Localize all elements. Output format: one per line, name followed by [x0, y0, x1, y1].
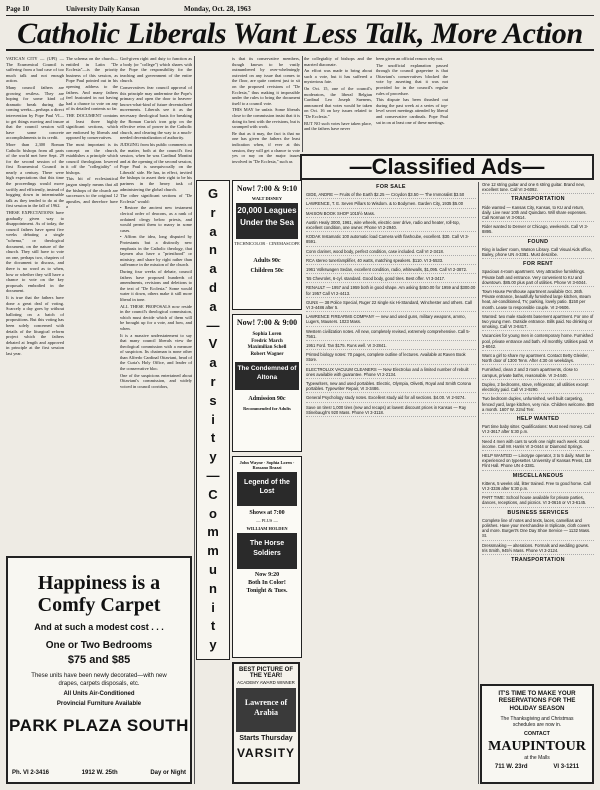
article-paragraph: The unofficial explanation passed through the council grapevine is that Ottaviani's conservatives blocked the vote by asserting that it was not provided for in the council's regular rules of procedure.	[376, 62, 448, 96]
classified-listing: KODAK Instamatic 100 automatic load Camera with flashcube, excellent. $30. Call VI 3-8591.	[306, 234, 476, 246]
article-paragraph: The schema on the church—entitled in Latin "De Ecclesia"—is the priority business of this session, as Pope Paul pointed out in his opening address to the fathers. And many fathers feel frustrated in not having had a chance to vote on any of its detailed contents so far.	[66, 56, 118, 112]
article-paragraph: ALL THESE PROPOSALS now reside in the council's theological commission, which must decide which of them will be brought up for a vote, and how, and when.	[120, 303, 192, 331]
classified-listing: Kittens, 5 weeks old, litter trained. Free to good home. Call VI 2-3336 after 5:30 p.m.	[482, 481, 594, 493]
classified-listing: 1951 Ford. Tan $175. Runs well. VI 3-2841.	[306, 343, 476, 350]
classified-listing: HELP WANTED — Linotype operator, 3 to 5 daily. Must be experienced on typesetter. University of Kansas Press, 118 Flint Hall. Phone UN 4-3381.	[482, 453, 594, 471]
varsity-theatre-name: VARSITY	[236, 746, 296, 761]
classified-listing: Vacancies for young men in contemporary home. Furnished pool, private entrance and bath. All monthly. Utilities paid. VI 3-6042.	[482, 333, 594, 351]
article-paragraph: is that its conservative members, though known to be vastly outnumbered by over-whelmingly outvoted on any issue that comes to the floor, are quite content just to sit on the proposed revisions of "De Ecclesia," thus making it impossible under the rules to bring the document itself to a council vote.	[232, 56, 300, 106]
marquee-letter: r	[210, 374, 216, 389]
article-paragraph: God-given right and duty to function as a body (or "college") which shares with the Pope the responsibility for the teaching and government of the entire church.	[120, 56, 192, 84]
condemned-title: The Condemned of Altona	[235, 362, 299, 390]
column-rule	[302, 56, 303, 152]
second-feature-title: The Horse Soldiers	[237, 533, 297, 569]
article-paragraph: Many council fathers are growing restless. They are hoping for some kind of dramatic break during the coming weeks—perhaps a direct intervention by Pope Paul VI—to get things moving and insure that the council session will have some concrete accomplishments to its credit.	[6, 84, 64, 141]
issue-date: Monday, Oct. 28, 1963	[184, 5, 251, 13]
marquee-letter: V	[208, 336, 218, 352]
marquee-letter: t	[210, 430, 216, 446]
classified-listing: Furnished, clean 2 and 3 room apartments, close to campus, private baths, reasonable. VI 3-4440.	[482, 367, 594, 379]
carpet-feature: All Units Air-Conditioned	[63, 691, 135, 697]
park-plaza-name: PARK PLAZA SOUTH	[9, 716, 189, 735]
granada-presenter: WALT DISNEY	[251, 196, 283, 201]
classified-listing: ELECTROLUX VACUUM CLEANERS — New Electrolux and a limited number of rebuilt ones available with guarantee. Phone VI 2-2134.	[306, 367, 476, 379]
marquee-letter: o	[209, 505, 217, 521]
lawrence-starts: Starts Thursday	[239, 735, 293, 743]
condemned-admission: Admission 90c	[248, 396, 286, 402]
marquee-letter: i	[211, 599, 215, 615]
classified-listing: GUNS — 38 Police Special, Ruger 22 single six Hi-Standard, Winchester and others. Call VI 3-4486 after 5.	[306, 300, 476, 312]
classified-listing: Wanted: two male students basement apartment. For one of two young men. Outside entrance. Bills paid. No drinking or smoking. Call VI 3-8417.	[482, 314, 594, 332]
marquee-letter: —	[206, 317, 220, 333]
article-paragraph: THESE EXPECTATIONS have gradually given way to disappointment. As of today, the council fathers have spent five weeks debating a single "schema," or theological document, on the nature of the church. They still have to vote on one, perhaps two, chapters of the document to discuss, and there is no word as to when, how or whether they will have a chance to vote on the key proposals embodied in the document.	[6, 210, 64, 294]
classified-listing: Spacious 4-room apartment. Very attractive furnishings. Private bath and entrance. Very convenient to KU and downtown. $85.00 plus part of utilities. Phone VI 3-6044.	[482, 269, 594, 287]
varsity-showtimes: Now! 7:00 & 9:00	[236, 318, 298, 327]
classified-listing: General Psychology study notes. Excellent study aid for all sections. $4.00. VI 2-9274.	[306, 395, 476, 402]
article-paragraph: On Oct. 15, one of the council's moderators, the liberal Belgian Cardinal Leo Joseph Suenens, announced that votes would be taken on Oct. 16 on key issues related to "De Ecclesia."	[304, 85, 372, 119]
classified-heading: FOUND	[527, 238, 549, 245]
carpet-feature: These units have been newly decorated—with new drapes, carpets disposals, etc.	[31, 673, 167, 687]
article-paragraph: THE DOCUMENT contains at least three highly significant sections, which are endorsed by liberals and opposed by conservatives.	[66, 112, 118, 141]
both-in-color: Both In Color!	[248, 579, 286, 586]
best-picture-banner: BEST PICTURE OF THE YEAR!	[238, 667, 293, 679]
article-paragraph: It is true that the fathers have done a great deal of voting. Scarcely a day goes by without balloting on a batch of propositions. But this voting has been solely concerned with details of the liturgical reform project which the fathers debated at length and approved in principle at the first session last year.	[6, 294, 64, 356]
park-plaza-hours: Day or Night	[150, 770, 186, 776]
marquee-letter: t	[210, 618, 216, 634]
carpet-offer: One or Two Bedrooms	[45, 640, 153, 651]
classified-heading: HELP WANTED	[516, 415, 560, 422]
classified-listing: Dressmaking — alterations. Formals and wedding gowns. Iris Smith, 945½ Mass. Phone VI 3-2124.	[482, 543, 594, 555]
carpet-prices: $75 and $85	[67, 654, 131, 666]
theatre-marquee	[196, 180, 230, 660]
classified-listing: RENAULT — 1957 and 1959 both in good shape. Am asking $450.00 for 1959 and $300.00 for 1957 Call VI 2-4413.	[306, 285, 476, 297]
marquee-letter: s	[209, 392, 217, 408]
page-number: Page 10	[6, 5, 30, 13]
classified-listing: Need 4 men with cars to work one night each week. Good income. Call Mr. Harris VI 3-0444 or Diamond Springs.	[482, 439, 594, 451]
park-plaza-south-ad	[6, 556, 192, 784]
park-plaza-address: 1912 W. 25th	[81, 770, 118, 776]
condemned-note: Recommended for Adults	[243, 406, 291, 411]
maupintour-body: The Thanksgiving and Christmas schedules are now in.	[500, 716, 574, 729]
masthead	[6, 4, 594, 14]
classified-listing: RCA stereo tuner/amplifier, 40 watts, matching speakers. $110. VI 3-5533.	[306, 258, 476, 265]
article-paragraph: More than 2,300 Roman Catholic bishops from all parts of the world met here Sept. 29 for the second session of the first Ecumenical Council in nearly a century. There were high expectations that this time the proceedings would move swiftly and efficiently, instead of bogging down in interminable talk as they tended to do at the first session in the fall of 1962.	[6, 141, 64, 209]
marquee-letter: C	[208, 486, 218, 502]
marquee-letter: a	[209, 298, 217, 314]
granada-adults-price: Adults 90c	[253, 258, 281, 265]
granada-children-price: Children 50c	[250, 268, 284, 275]
granada-title: 20,000 Leagues Under the Sea	[236, 203, 298, 239]
article-paragraph: During four weeks of debate, council fathers have proposed hundreds of amendments, revisions and deletions to the text of "De Ecclesia." Some would water it down, others make it still more liberal in tone.	[120, 268, 192, 302]
granada-format: TECHNICOLOR · CINEMASCOPE	[234, 241, 300, 247]
classified-ads-banner: —Classified Ads—	[300, 154, 594, 180]
carpet-feature: Provincial Furniture Available	[56, 701, 142, 707]
second-feature-cast: WILLIAM HOLDEN	[246, 525, 288, 531]
article-paragraph: • Restore the ancient new testament clerical order of deacons, as a rank of ordained clergy below priests, and would permit them to marry in some cases.	[120, 205, 192, 233]
article-paragraph: been given an official reason why not.	[376, 56, 444, 61]
marquee-letter: i	[211, 411, 215, 427]
carpet-headline: Happiness is a Comfy Carpet	[37, 572, 161, 616]
classified-listing: PART TIME: School house available for private parties, dances, receptions, and picnics. VI 3-0616 or VI 3-6145.	[482, 495, 594, 507]
article-column-4	[304, 56, 372, 150]
classified-listing: Conn clarinet, wood body, perfect condition, case included. Call VI 2-3418.	[306, 249, 476, 256]
academy-award: ACADEMY AWARD WINNER	[237, 680, 295, 685]
classified-listing: Two bedroom duplex, unfurnished, well built carpeting, fenced yard, large kitchen, very nice. Children welcome. $80 a month. 1607 W. 22nd Terr.	[482, 396, 594, 414]
classified-heading: TRANSPORTATION	[511, 196, 565, 203]
article-paragraph: An effort was made to bring about such a vote, but it has suffered a mysterious fate.	[304, 68, 372, 85]
article-paragraph: • Affirm the idea, long disputed by Protestants but a distinctly new emphasis in the Catholic theology, that laymen also have a "priesthood" or ministry, and share by right rather than sufferance in the mission of the church.	[120, 234, 192, 268]
classified-heading: FOR RENT	[523, 261, 553, 268]
maupintour-ad	[480, 684, 594, 784]
classified-listing: Save on tires! 1,000 tires (new and recaps) at lowest discount prices in Kansas — Ray Stinebaugh's 920 Mass. Phone VI 3-3118.	[306, 405, 476, 417]
marquee-letter: d	[209, 280, 217, 295]
cast-member: Fredric March	[251, 338, 283, 344]
classified-listing: MAISON BOOK SHOP 1015½ Mass.	[306, 211, 476, 218]
classified-heading: FOR SALE	[376, 184, 406, 190]
cast-member: Robert Wagner	[250, 351, 284, 357]
classified-heading: TRANSPORTATION	[511, 556, 565, 563]
paper-name: University Daily Kansan	[66, 5, 140, 13]
column-rule	[194, 56, 195, 784]
classified-listing: '55 Chevrolet, 6-cyl. standard. Good body, good tires. Best offer. VI 3-3417.	[306, 276, 476, 283]
article-column-2	[120, 56, 192, 552]
article-paragraph: Conservatives fear council approval of this principle may undermine the Pope's primacy and open the door to heaven-knows-what-kind of future decentralized movements. Liberals see it as the necessary theological basis for breaking the Roman Curia's iron grip on the effective reins of power in the Catholic church, and clearing the way to a much-needed decentralization of authority.	[120, 84, 192, 141]
maupintour-address: 711 W. 23rd	[494, 764, 528, 771]
lawrence-title: Lawrence of Arabia	[236, 688, 296, 732]
article-paragraph: JUDGING from his public comments on the matter, both at the council's first session, when he was Cardinal Montini and at the opening of the second session, Pope Paul is unequivocally on the Liberals' side. He has, in effect, invited the bishops to assert their right to be his partners in the heavy task of administering the global church.	[120, 141, 192, 192]
article-column-1b	[66, 56, 118, 552]
classified-listing: Part time baby sitter. Qualifications: Must need money. Call VI 2-3617 after 5:30 p.m.	[482, 424, 594, 436]
marquee-letter: a	[209, 223, 217, 239]
community-ad	[232, 456, 302, 658]
article-paragraph: Be that as it may, the fact is that no one has given the fathers the least indication when, if ever at this session, they will get a chance to vote yes or nay on the major issues involved in "De Ecclesia," such as	[232, 130, 300, 164]
classified-listing: Ride wanted — Kansas City, Kansas, to KU and return, daily. Live near 10th and Quindaro. Will share expenses. Call Norman VI 3-0614.	[482, 205, 594, 223]
community-plus: — PLUS —	[256, 518, 278, 524]
park-plaza-phone: Ph. VI 2-3416	[12, 770, 50, 776]
legend-cast: John Wayne · Sophia Loren · Rossano Brazzi	[239, 460, 295, 471]
lawrence-of-arabia-ad	[232, 662, 300, 784]
article-paragraph: THIS MAY be unfair. Some liberals close to the commission insist that it is doing its best with the revisions, but is swamped with work.	[232, 107, 300, 130]
column-rule	[478, 182, 479, 784]
article-paragraph: VATICAN CITY — (UPI) — The Ecumenical Council is suffering from a bad case of too much talk and not enough action.	[6, 56, 64, 84]
classified-listing: Printed biology notes: 70 pages, complete outline of lectures. Available at Raven Book Store.	[306, 352, 476, 364]
marquee-letter: G	[207, 186, 219, 201]
classified-listing: Duplex, 2 bedrooms, stove, refrigerator, all utilities except electricity paid. Call VI 2-9290.	[482, 382, 594, 394]
classified-listing: Western civilization notes. All new, completely revised, extremely comprehensive. Call 5-7561.	[306, 329, 476, 341]
marquee-letter: r	[210, 204, 216, 220]
article-paragraph: One of the suspicions entertained about Ottaviani's commission, and widely voiced in council corridors,	[120, 372, 192, 389]
granada-showtimes: Now! 7:00 & 9:10	[236, 184, 298, 193]
marquee-letter: a	[209, 261, 217, 277]
granada-ad	[232, 180, 302, 310]
classified-heading: MISCELLANEOUS	[512, 472, 564, 479]
marquee-letter: —	[206, 468, 220, 483]
page-headline: Catholic Liberals Want Less Talk, More Action	[6, 15, 594, 51]
community-shows: Shows at 7:00	[249, 510, 285, 517]
classified-listing: Typewriters, new and used portables. Electric, Olympia, Olivetti, Royal and Smith Corona portables. Typewriter Repair, VI 3-3486.	[306, 381, 476, 393]
classified-heading: BUSINESS SERVICES	[507, 509, 569, 516]
classified-listing: Austin Healy 3000, 1961, wire wheels, electric over drive, radio and heater, roll-top, excellent condition, one owner. Phone VI 2-2940.	[306, 220, 476, 232]
maupintour-phone: VI 3-1211	[553, 764, 580, 771]
article-column-3	[232, 56, 300, 164]
marquee-letter: m	[207, 543, 219, 559]
cast-member: Sophia Loren	[252, 332, 282, 337]
maupintour-name: MAUPINTOUR	[488, 739, 586, 755]
cast-member: Maximilian Schell	[247, 345, 287, 350]
second-feature-time: Now 9:20	[254, 571, 280, 578]
article-column-1	[6, 56, 64, 552]
tonight-tues: Tonight & Tues.	[246, 587, 288, 594]
article-paragraph: This dispute has been thrashed out during the past week at a series of top-level secret meetings attended by liberal and conservative cardinals. Pope Paul sat in on at least one of these meetings.	[376, 97, 448, 125]
classified-column-right	[482, 182, 594, 682]
article-paragraph: the collegiality of bishops and the married diaconate.	[304, 56, 372, 67]
marquee-letter: n	[209, 580, 217, 596]
marquee-letter: u	[209, 562, 217, 577]
classified-listing: Want a girl to share my apartment. Contact Betty Gleisler, North door of 1300 Tenn. After 4:30 on weekdays.	[482, 353, 594, 365]
maupintour-where: at the Malls	[524, 755, 550, 762]
article-paragraph: This bit of ecclesiastical jargon simply means that all the bishops of the church are successors to the original 12 apostles, and therefore have a	[66, 176, 118, 210]
classified-listing: GIDE, ANDRE — Fruits of the Earth $2.25 — Croydon $3.50 — The Immoralist $3.50	[306, 192, 476, 199]
classified-listing: Ring in ladies' room, Watson Library. Call Visual Aids office, Bailey, phone UN 4-3381. Must describe.	[482, 247, 594, 259]
classified-listing: Town House Penthouse apartment available Oct. 26th. Private entrance, beautifully furnished large kitchen, steam heat, air-conditioned, TV, parking, lovely patio. $150 per month. Lease to responsible couple. VI 2-9606.	[482, 289, 594, 312]
article-paragraph: The other significant sections of "De Ecclesia" would:	[120, 193, 192, 204]
classified-column-left	[306, 182, 476, 784]
marquee-letter: a	[209, 355, 217, 371]
classified-listing: One 12 string guitar and one 6 string guitar. Brand new, excellent tone. Call VI 3-6092.	[482, 182, 594, 194]
article-paragraph: The most important is its concept on the church, establishes a principle which council theologians lowered it off the "collegiality" of bishops.	[66, 141, 118, 175]
marquee-letter: y	[209, 637, 217, 653]
article-column-5	[376, 56, 448, 150]
maupintour-headline: IT'S TIME TO MAKE YOUR RESERVATIONS FOR THE HOLIDAY SEASON	[498, 690, 576, 712]
maupintour-contact: CONTACT	[524, 731, 550, 738]
marquee-letter: n	[209, 242, 217, 258]
classified-listing: Rider wanted to Denver or Chicago, weekends. Call VI 3-8895.	[482, 224, 594, 236]
classified-listing: Complete line of notes and texts, laces, camellias and polishes. Have your merchandise in triplicate, cloth covers and more. Burgert's One Day Shoe Service — 1132 Mass. St.	[482, 518, 594, 541]
varsity-ad-condemned	[232, 314, 302, 452]
article-paragraph: It is a massive understatement to say that many council liberals view the theological commission with a measure of suspicion. Its chairman is none other than Alfredo Cardinal Ottaviani, head of the Curia's Holy Office, and leader of the conservative bloc.	[120, 332, 192, 372]
carpet-line1: And at such a modest cost . . .	[34, 622, 164, 632]
article-paragraph: BUT NO such votes have taken place, and the fathers have never	[304, 120, 372, 132]
legend-title: Legend of the Lost	[237, 472, 297, 506]
classified-listing: LAWRENCE FIREARMS COMPANY — new and used guns, military weapons, ammo, Lugers, Mausers. 1023 Mass.	[306, 314, 476, 326]
marquee-letter: y	[209, 449, 217, 465]
classified-listing: LAWRENCE, T. E. Seven Pillars to Wisdom. & to Bodymen. Garden City, 1935 $5.00	[306, 201, 476, 208]
marquee-letter: m	[207, 524, 219, 540]
classified-listing: 1961 Volkswagen Sedan, excellent condition, radio, whitewalls, $1,095. Call VI 2-3872.	[306, 267, 476, 274]
